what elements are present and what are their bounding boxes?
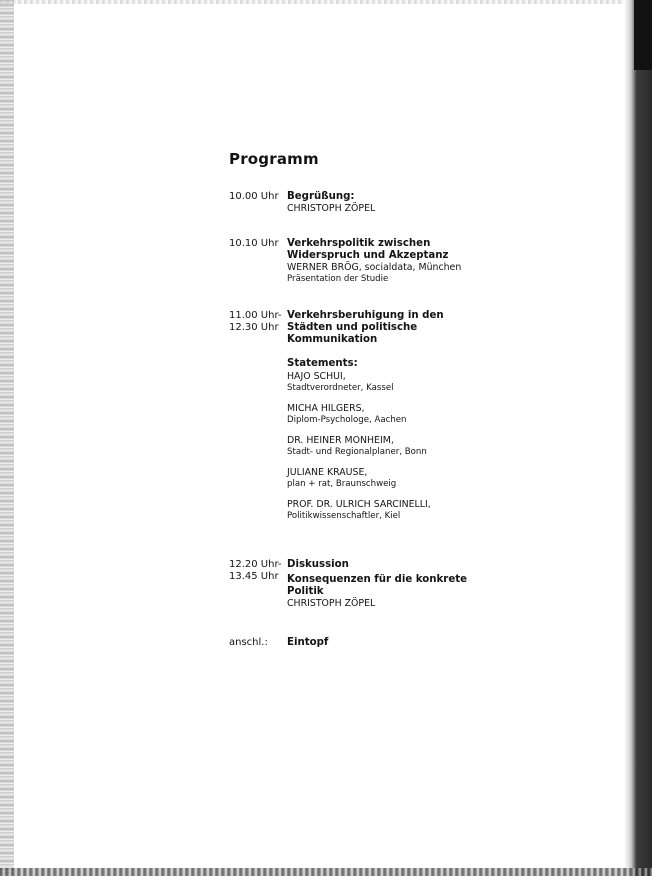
statement-item <box>287 403 487 426</box>
statement-role: Diplom-Psychologe, Aachen <box>287 415 407 425</box>
entry-content <box>287 637 487 649</box>
statement-name: JULIANE KRAUSE, <box>287 467 368 478</box>
entry-heading: Eintopf <box>287 637 329 648</box>
entry-subheading: Konsequenzen für die konkrete Politik <box>287 574 468 597</box>
entry-time: 11.00 Uhr- 12.30 Uhr <box>229 310 282 333</box>
entry-heading: Diskussion <box>287 559 349 570</box>
entry-time: 10.00 Uhr <box>229 191 279 202</box>
entry-content <box>287 310 487 522</box>
statement-item <box>287 467 487 490</box>
statements-heading: Statements: <box>287 358 358 369</box>
statement-role: Stadt- und Regionalplaner, Bonn <box>287 447 427 457</box>
entry-content <box>287 559 487 610</box>
entry-content <box>287 238 487 285</box>
entry-content <box>287 191 487 215</box>
statement-item <box>287 499 487 522</box>
statement-item <box>287 371 487 394</box>
statement-name: MICHA HILGERS, <box>287 403 365 414</box>
entry-heading: Begrüßung: <box>287 191 355 202</box>
statement-role: plan + rat, Braunschweig <box>287 479 397 489</box>
entry-heading: Verkehrspolitik zwischen Widerspruch und Akzeptanz <box>287 238 449 261</box>
statement-name: HAJO SCHUI, <box>287 371 346 382</box>
entry-heading: Verkehrsberuhigung in den Städten und politische Kommunikation <box>287 310 444 345</box>
statement-name: DR. HEINER MONHEIM, <box>287 435 394 446</box>
statement-item <box>287 435 487 458</box>
statement-role: Stadtverordneter, Kassel <box>287 383 394 393</box>
entry-speaker: CHRISTOPH ZÖPEL <box>287 598 376 609</box>
statements-block <box>287 358 487 522</box>
entry-speaker: WERNER BRÖG, socialdata, München <box>287 262 462 273</box>
statement-role: Politikwissenschaftler, Kiel <box>287 511 401 521</box>
entry-detail: Präsentation der Studie <box>287 274 389 284</box>
entry-time: 12.20 Uhr- 13.45 Uhr <box>229 559 282 582</box>
entry-speaker: CHRISTOPH ZÖPEL <box>287 203 376 214</box>
statement-name: PROF. DR. ULRICH SARCINELLI, <box>287 499 431 510</box>
page-title: Programm <box>229 150 319 168</box>
entry-time: anschl.: <box>229 637 268 648</box>
entry-time: 10.10 Uhr <box>229 238 279 249</box>
